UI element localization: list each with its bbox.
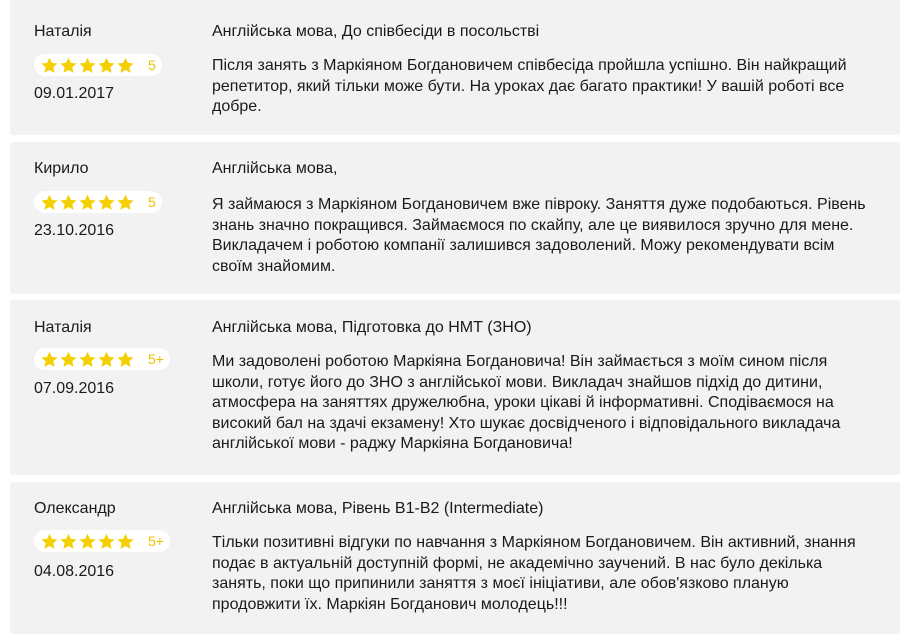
rating-score: 5 (148, 57, 156, 73)
star-icon (40, 350, 59, 369)
review-text: Тільки позитивні відгуки по навчання з Маркіяном Богдановичем. Він активний, знання подає в актуальній доступній формі, не академічно заучений. В нас було декілька занять, поки що припинили заняття з моєї ініціативи, але обов'язково планую продовжити їх. Маркіян Богданович молодець!!! (212, 534, 856, 613)
rating-badge (34, 530, 170, 552)
star-icon (78, 532, 97, 551)
review-content (212, 318, 872, 455)
stars (40, 532, 135, 551)
review-subject: Англійська мова, (212, 160, 338, 177)
star-icon (78, 350, 97, 369)
reviewer-name: Кирило (34, 160, 89, 177)
review-date: 23.10.2016 (34, 221, 115, 239)
review-content (212, 499, 872, 615)
star-icon (78, 193, 97, 212)
review-card (10, 0, 900, 135)
star-icon (59, 56, 78, 75)
review-text: Ми задоволені роботою Маркіяна Богдановича! Він займається з моїм сином після школи, готує його до ЗНО з англійської мови. Викладач знайшов підхід до дитини, атмосфера на заняттях дружелюбна, уроки цікаві й інформативні. Сподіваємося на високий бал на здачі екзамену! Хто шукає досвідченого і відповідального викладача англійської мови - раджу Маркіяна Богдановича! (212, 353, 841, 452)
star-icon (97, 532, 116, 551)
rating-score: 5+ (148, 533, 164, 549)
review-text: Після занять з Маркіяном Богдановичем співбесіда пройшла успішно. Він найкращий репетитор, який тільки може бути. На уроках дає багато практики! У вашій роботі все добре. (212, 57, 847, 115)
review-author-block (34, 22, 204, 104)
star-icon (97, 193, 116, 212)
star-icon (59, 350, 78, 369)
review-subject: Англійська мова, До співбесіди в посольстві (212, 23, 540, 40)
star-icon (97, 56, 116, 75)
rating-badge (34, 191, 162, 213)
star-icon (40, 56, 59, 75)
rating-score: 5+ (148, 351, 164, 367)
star-icon (59, 532, 78, 551)
star-icon (116, 193, 135, 212)
review-date: 04.08.2016 (34, 562, 115, 580)
review-author-block (34, 499, 204, 582)
review-content (212, 22, 872, 118)
review-text: Я займаюся з Маркіяном Богдановичем вже півроку. Заняття дуже подобаються. Рівень знань значно покращився. Займаємося по скайпу, але це виявилося зручно для мене. Викладачем і роботою компанії залишився задоволений. Можу рекомендувати всім своїм знайомим. (212, 196, 866, 275)
review-card (10, 142, 900, 294)
stars (40, 350, 135, 369)
review-card (10, 482, 900, 634)
reviewer-name: Наталія (34, 319, 92, 336)
star-icon (78, 56, 97, 75)
star-icon (116, 350, 135, 369)
star-icon (116, 56, 135, 75)
stars (40, 193, 135, 212)
review-content (212, 159, 872, 277)
rating-badge (34, 54, 162, 76)
rating-badge (34, 348, 170, 370)
review-author-block (34, 318, 204, 399)
review-date: 09.01.2017 (34, 84, 115, 102)
rating-score: 5 (148, 194, 156, 210)
review-subject: Англійська мова, Підготовка до НМТ (ЗНО) (212, 319, 532, 336)
review-card (10, 300, 900, 475)
star-icon (40, 532, 59, 551)
star-icon (116, 532, 135, 551)
review-date: 07.09.2016 (34, 379, 115, 397)
review-author-block (34, 159, 204, 241)
reviewer-name: Наталія (34, 23, 92, 40)
review-subject: Англійська мова, Рівень B1-B2 (Intermediate) (212, 500, 544, 517)
stars (40, 56, 135, 75)
star-icon (40, 193, 59, 212)
reviewer-name: Олександр (34, 500, 116, 517)
star-icon (97, 350, 116, 369)
star-icon (59, 193, 78, 212)
